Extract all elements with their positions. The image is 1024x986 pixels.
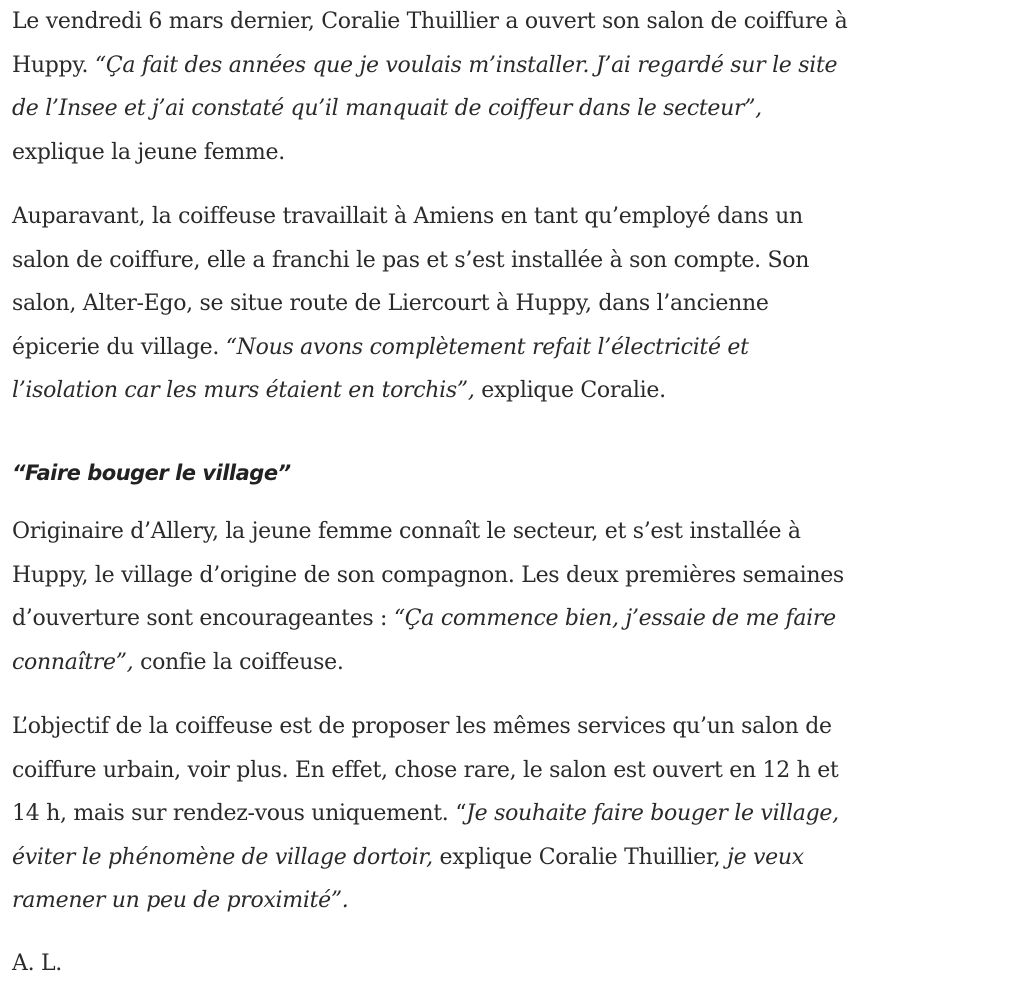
paragraph-objective-attribution: explique Coralie Thuillier, [432,844,728,870]
paragraph-objective-quote-1: Je souhaite faire bouger le village, éviter le phénomène de village dortoir, [12,801,839,870]
paragraph-origin-attribution: confie la coiffeuse. [133,649,344,675]
section-subheading: “Faire bouger le village” [12,461,291,485]
paragraph-intro-quote: “Ça fait des années que je voulais m’installer. J’ai regardé sur le site de l’Insee et j’ai constaté qu’il manquait de coiffeur dans le secteur”, [12,52,838,121]
paragraph-intro-text: Le vendredi 6 mars dernier, Coralie Thuillier a ouvert son salon de coiffure à Huppy. [12,9,848,78]
paragraph-origin-quote: “Ça commence bien, j’essaie de me faire connaître”, [12,606,836,675]
paragraph-objective [12,705,852,923]
paragraph-background-text: Auparavant, la coiffeuse travaillait à Amiens en tant qu’employé dans un salon de coiffure, elle a franchi le pas et s’est installée à son compte. Son salon, Alter-Ego, se situe route de Liercourt à Huppy, dans l’ancienne épicerie du village. [12,204,810,360]
paragraph-background-quote: “Nous avons complètement refait l’électricité et l’isolation car les murs étaient en torchis”, [12,334,749,403]
paragraph-intro-attribution: explique la jeune femme. [12,139,285,165]
paragraph-objective-text: L’objectif de la coiffeuse est de proposer les mêmes services qu’un salon de coiffure urbain, voir plus. En effet, chose rare, le salon est ouvert en 12 h et 14 h, mais sur rendez-vous uniquement. “ [12,714,839,826]
paragraph-background [12,195,852,413]
author-signature: A. L. [12,951,62,976]
paragraph-intro [12,0,852,174]
paragraph-origin-text: Originaire d’Allery, la jeune femme connaît le secteur, et s’est installée à Huppy, le village d’origine de son compagnon. Les deux premières semaines d’ouverture sont encourageantes : [12,519,844,631]
paragraph-origin [12,510,852,684]
paragraph-background-attribution: explique Coralie. [474,378,666,403]
paragraph-objective-quote-2: je veux ramener un peu de proximité”. [12,844,804,913]
